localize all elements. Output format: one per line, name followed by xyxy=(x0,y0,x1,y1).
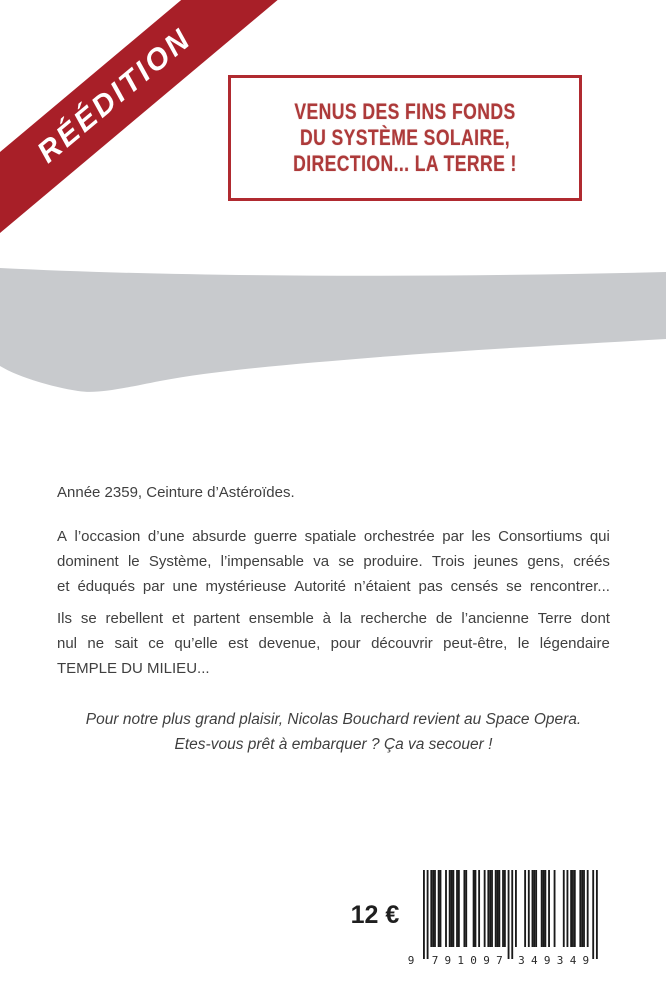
barcode-bar xyxy=(489,870,491,947)
barcode-bar xyxy=(541,870,543,947)
text-line: VENUS DES FINS FONDS xyxy=(294,99,516,124)
barcode-digit: 3 xyxy=(518,954,525,965)
barcode-bar xyxy=(478,870,480,947)
barcode-digit: 9 xyxy=(407,954,415,965)
barcode-bar xyxy=(427,870,429,959)
barcode-bar xyxy=(572,870,574,947)
barcode-bar xyxy=(533,870,535,947)
barcode-bar xyxy=(535,870,537,947)
barcode-bar xyxy=(554,870,556,947)
price-label: 12 € xyxy=(350,901,400,929)
synopsis-intro xyxy=(57,480,610,505)
reissue-label: RÉÉDITION xyxy=(31,21,199,170)
barcode-bar xyxy=(524,870,526,947)
text-line: DIRECTION... LA TERRE ! xyxy=(293,151,517,176)
barcode-bar xyxy=(465,870,467,947)
barcode-bar xyxy=(544,870,546,947)
barcode-digit: 4 xyxy=(530,954,538,965)
barcode-bar xyxy=(574,870,576,947)
barcode-bar xyxy=(497,870,499,947)
barcode-bar xyxy=(434,870,436,947)
barcode-digit: 4 xyxy=(569,954,577,965)
barcode-bar xyxy=(438,870,440,947)
barcode-digit: 3 xyxy=(556,954,564,965)
barcode-bar xyxy=(458,870,460,947)
barcode-bar xyxy=(475,870,477,947)
barcode-bar xyxy=(423,870,425,959)
barcode-digit: 9 xyxy=(582,954,590,965)
text-line: TEMPLE DU MILIEU... xyxy=(57,660,210,677)
text-line: nul ne sait ce qu’elle est devenue, pour découvrir peut-être, le légendaire xyxy=(57,635,610,652)
barcode-digit: 9 xyxy=(543,954,551,965)
barcode-bar xyxy=(487,870,489,947)
text-line: Etes-vous prêt à embarquer ? Ça va secouer ! xyxy=(174,736,493,753)
barcode-bar xyxy=(596,870,598,959)
barcode-digit: 1 xyxy=(457,954,465,965)
barcode-bar xyxy=(515,870,517,947)
gray-wave-band xyxy=(0,0,666,430)
text-line: dominent le Système, l’impensable va se produire. Trois jeunes gens, créés xyxy=(57,553,610,570)
synopsis-paragraph-1 xyxy=(57,524,610,599)
barcode-digit: 9 xyxy=(483,954,490,965)
barcode-bar xyxy=(532,870,534,947)
barcode-bar xyxy=(504,870,506,947)
text-line: DU SYSTÈME SOLAIRE, xyxy=(299,125,511,150)
barcode-bar xyxy=(548,870,550,947)
barcode-bar xyxy=(567,870,569,947)
barcode-bar xyxy=(528,870,530,947)
barcode-bar xyxy=(592,870,594,959)
barcode-bar xyxy=(508,870,510,959)
barcode-bar xyxy=(445,870,447,947)
barcode-bar xyxy=(449,870,451,947)
barcode-bar xyxy=(587,870,589,947)
barcode-bar xyxy=(579,870,581,947)
barcode-digit: 7 xyxy=(431,954,439,965)
barcode-bar xyxy=(440,870,442,947)
synopsis-paragraph-2 xyxy=(57,606,610,681)
barcode-bar xyxy=(511,870,513,959)
barcode xyxy=(405,870,605,965)
barcode-bar xyxy=(456,870,458,947)
barcode-digit: 0 xyxy=(470,954,477,965)
barcode-bar xyxy=(473,870,475,947)
barcode-bar xyxy=(491,870,493,947)
barcode-bar xyxy=(484,870,486,947)
text-line: A l’occasion d’une absurde guerre spatiale orchestrée par les Consortiums qui xyxy=(57,528,610,545)
barcode-bar xyxy=(543,870,545,947)
barcode-bar xyxy=(452,870,454,947)
barcode-bar xyxy=(581,870,583,947)
text-line: et éduqués par une mystérieuse Autorité n’étaient pas censés se rencontrer... xyxy=(57,578,610,595)
barcode-bar xyxy=(430,870,432,947)
barcode-bar xyxy=(583,870,585,947)
barcode-bar xyxy=(498,870,500,947)
barcode-bar xyxy=(563,870,565,947)
text-line: Ils se rebellent et partent ensemble à la recherche de l’ancienne Terre dont xyxy=(57,610,610,627)
intro-line: Année 2359, Ceinture d’Astéroïdes. xyxy=(57,484,295,501)
barcode-bar xyxy=(570,870,572,947)
barcode-digit: 9 xyxy=(444,954,452,965)
barcode-bar xyxy=(495,870,497,947)
text-line: Pour notre plus grand plaisir, Nicolas Bouchard revient au Space Opera. xyxy=(85,711,582,728)
barcode-bar xyxy=(432,870,434,947)
barcode-bar xyxy=(451,870,453,947)
barcode-bar xyxy=(502,870,504,947)
author-blurb xyxy=(57,707,610,757)
barcode-digit: 7 xyxy=(496,954,503,965)
barcode-bar xyxy=(463,870,465,947)
